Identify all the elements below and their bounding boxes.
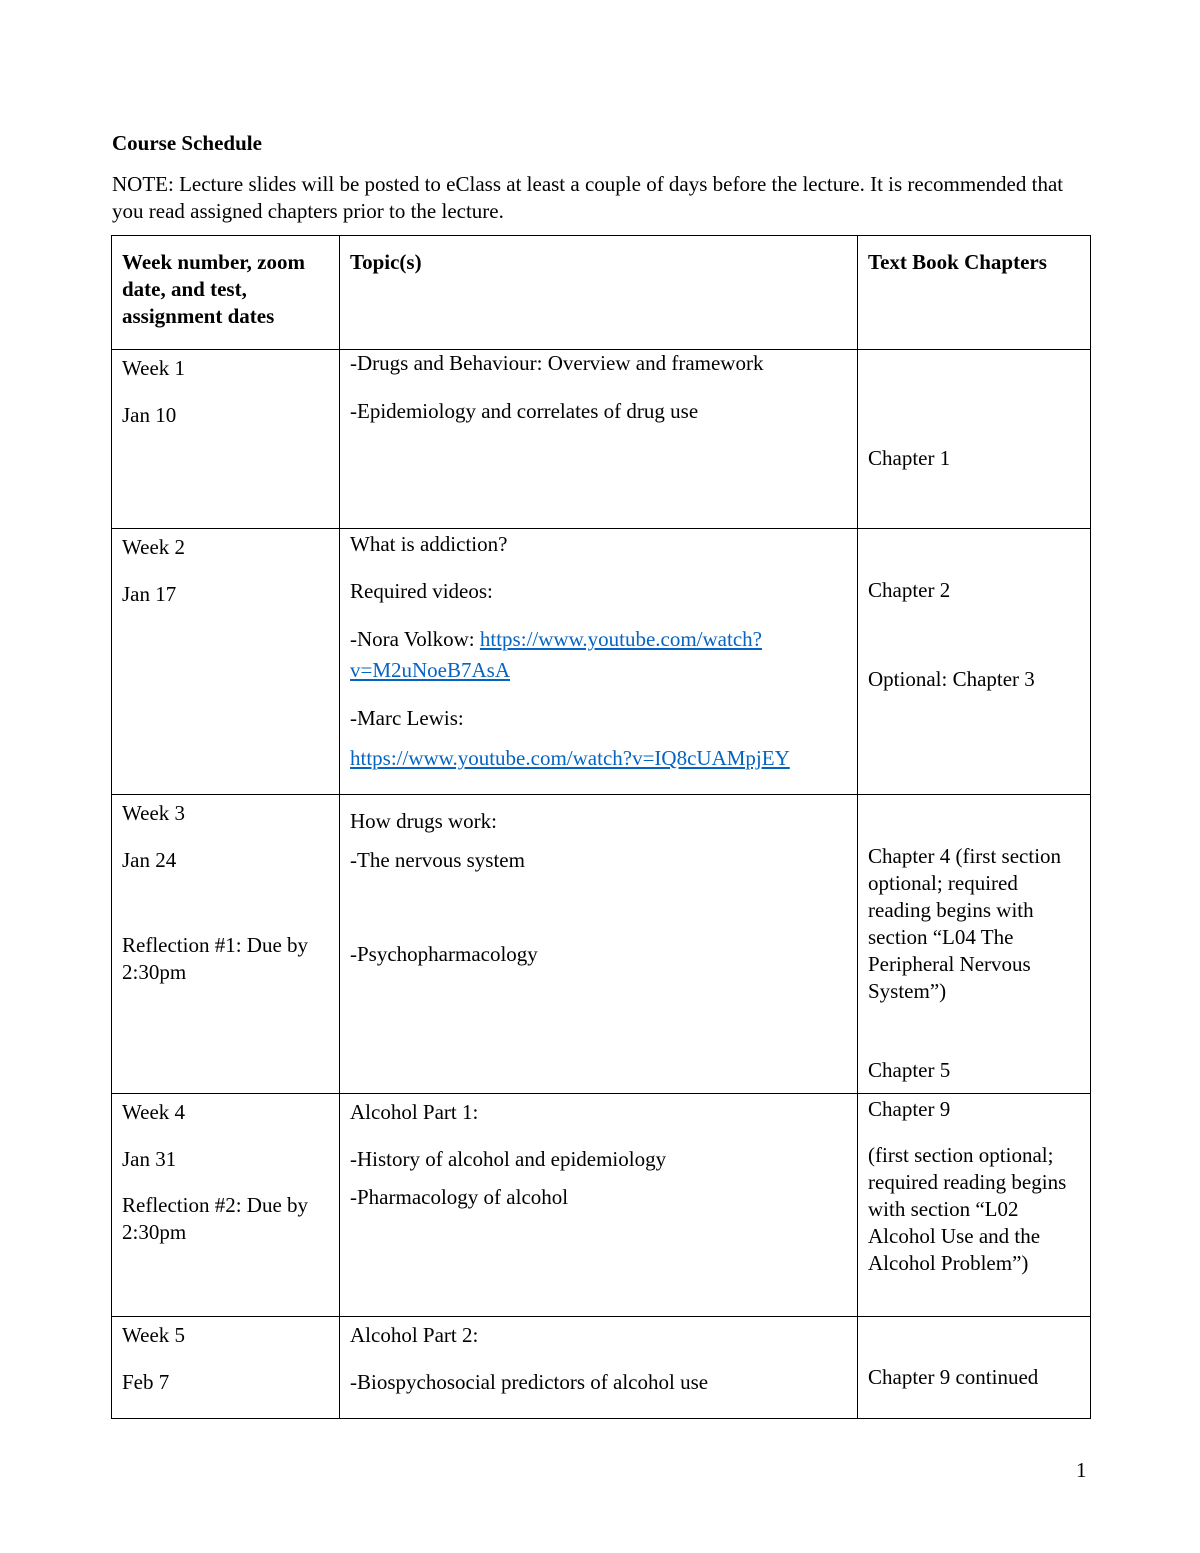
chapter-item: Optional: Chapter 3 [868,667,1035,691]
week-date: Feb 7 [122,1370,170,1394]
week-deadline: Reflection #2: Due by 2:30pm [122,1193,309,1244]
video-marc-lewis [350,745,790,772]
topics-cell [340,1317,858,1419]
video-link-nora-volkow[interactable]: https://www.youtube.com/watch?v=M2uNoeB7AsA [350,627,762,682]
chapters-cell [858,795,1091,1094]
topic-item: -History of alcohol and epidemiology [350,1147,667,1171]
week-cell [112,795,340,1094]
chapters-cell [858,529,1091,795]
table-row [112,1317,1091,1419]
topic-item: -Psychopharmacology [350,942,538,966]
chapters-cell [858,350,1091,529]
week-cell [112,529,340,795]
topics-cell [340,529,858,795]
table-row [112,529,1091,795]
topic-item: Required videos: [350,579,493,603]
page-number: 1 [1076,1458,1087,1482]
topic-item: Alcohol Part 2: [350,1323,479,1347]
header-topics: Topic(s) [350,250,422,274]
topic-item: -Epidemiology and correlates of drug use [350,399,699,423]
topic-item: -Pharmacology of alcohol [350,1185,569,1209]
week-cell [112,1317,340,1419]
week-date: Jan 24 [122,848,177,872]
table-header-row [112,236,1091,350]
video-label: -Marc Lewis: [350,706,464,730]
week-deadline: Reflection #1: Due by 2:30pm [122,933,309,984]
header-chapters: Text Book Chapters [868,250,1047,274]
chapter-item: Chapter 2 [868,578,951,602]
video-nora-volkow [350,624,848,686]
page-title: Course Schedule [112,131,262,155]
week-cell [112,350,340,529]
table-row [112,350,1091,529]
topic-item: What is addiction? [350,532,508,556]
week-cell [112,1094,340,1317]
week-label: Week 5 [122,1323,186,1347]
course-schedule-table [111,235,1091,1419]
video-label: -Nora Volkow: [350,627,480,651]
week-label: Week 1 [122,356,186,380]
week-label: Week 3 [122,801,186,825]
week-date: Jan 10 [122,403,177,427]
topic-item: -The nervous system [350,848,525,872]
header-week-cell [112,236,340,350]
table-row [112,795,1091,1094]
chapters-cell [858,1317,1091,1419]
video-link-marc-lewis[interactable]: https://www.youtube.com/watch?v=IQ8cUAMpjEY [350,746,790,770]
header-topics-cell [340,236,858,350]
chapter-item: Chapter 9 [868,1097,951,1121]
topics-cell [340,350,858,529]
header-chapters-cell [858,236,1091,350]
week-date: Jan 31 [122,1147,177,1171]
chapter-item: Chapter 1 [868,446,951,470]
header-week: Week number, zoom date, and test, assignment dates [122,250,305,328]
week-label: Week 2 [122,535,186,559]
topic-item: -Drugs and Behaviour: Overview and framework [350,351,764,375]
table-row [112,1094,1091,1317]
chapter-item: Chapter 4 (first section optional; required reading begins with section “L04 The Peripheral Nervous System”) [868,844,1062,1003]
topic-item: Alcohol Part 1: [350,1100,479,1124]
chapter-item: Chapter 9 continued [868,1365,1039,1389]
chapters-cell [858,1094,1091,1317]
topics-cell [340,1094,858,1317]
topic-item: How drugs work: [350,809,497,833]
week-label: Week 4 [122,1100,186,1124]
chapter-item: (first section optional; required reading begins with section “L02 Alcohol Use and the Alcohol Problem”) [868,1143,1067,1275]
topics-cell [340,795,858,1094]
week-date: Jan 17 [122,582,177,606]
topic-item: -Biospychosocial predictors of alcohol use [350,1370,709,1394]
chapter-item: Chapter 5 [868,1058,951,1082]
schedule-note: NOTE: Lecture slides will be posted to eClass at least a couple of days before the lecture. It is recommended that you read assigned chapters prior to the lecture. [112,172,1064,223]
